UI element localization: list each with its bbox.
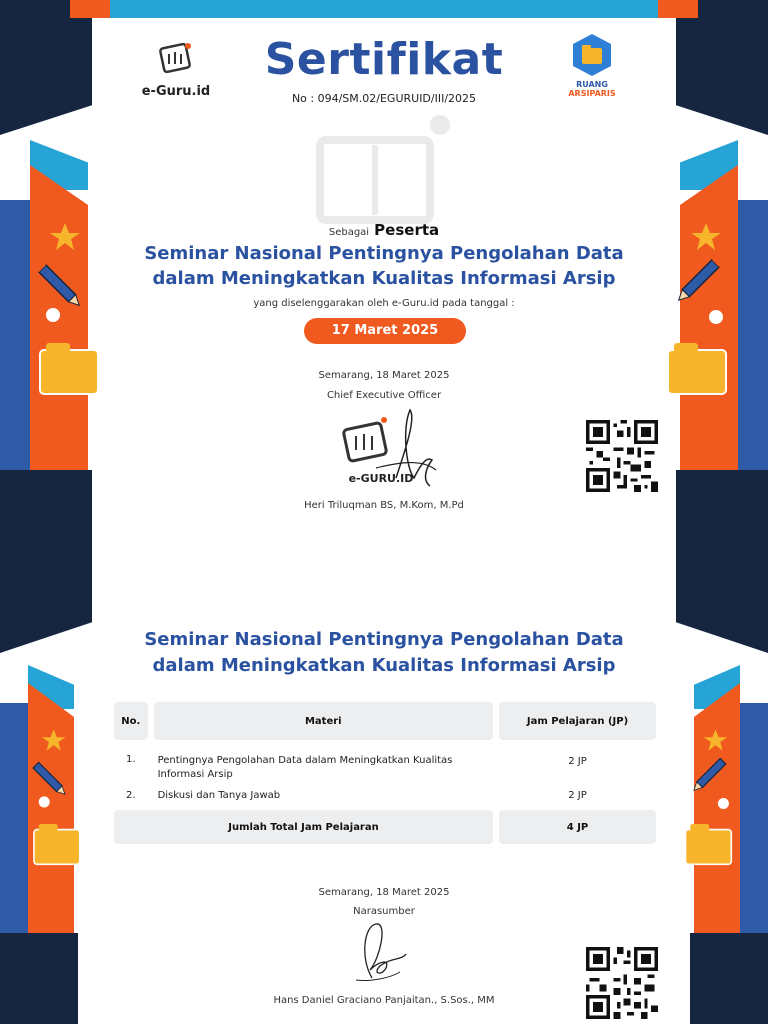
dot-icon	[718, 798, 729, 809]
table-total-row	[114, 810, 656, 844]
corner-top-left-accent	[70, 0, 110, 18]
right-band-navy-bottom	[690, 933, 768, 1024]
dot-icon	[46, 308, 60, 322]
header-no: No.	[114, 702, 148, 740]
signer-title: Chief Executive Officer	[326, 390, 442, 401]
dot-icon	[39, 796, 50, 807]
dot-icon	[709, 310, 723, 324]
table-row	[114, 782, 656, 810]
corner-top-right-accent	[658, 0, 698, 18]
signer-name: Hans Daniel Graciano Panjaitan., S.Sos., MM	[273, 995, 495, 1006]
row-materi: Pentingnya Pengolahan Data dalam Meningkatkan Kualitas Informasi Arsip	[157, 755, 453, 780]
ruang-text: RUANG	[576, 80, 608, 89]
signature-icon	[350, 918, 410, 988]
certificate-title: Sertifikat	[264, 34, 504, 85]
role-value: Peserta	[374, 221, 440, 239]
stamp-and-signature	[336, 408, 446, 498]
arsiparis-text: ARSIPARIS	[568, 89, 616, 98]
header-jp: Jam Pelajaran (JP)	[499, 702, 656, 740]
folder-icon	[686, 824, 732, 864]
pencil-icon	[691, 758, 726, 793]
seminar-title-line1: Seminar Nasional Pentingnya Pengolahan Data	[144, 243, 624, 264]
certificate-page-back	[0, 543, 768, 1024]
table-header-row	[114, 702, 656, 740]
seminar-title-line2: dalam Meningkatkan Kualitas Informasi Arsip	[152, 655, 616, 676]
header-materi: Materi	[154, 702, 493, 740]
eguru-brand-text: e-Guru.id	[141, 84, 211, 99]
table-row	[114, 740, 656, 782]
role-prefix: Sebagai	[328, 227, 370, 238]
stamp-text: e-GURU.ID	[348, 472, 414, 485]
star-icon	[704, 729, 728, 750]
left-decor-icons	[32, 723, 88, 873]
star-icon	[42, 729, 66, 750]
left-band-navy-bottom	[0, 933, 78, 1024]
top-strip	[70, 0, 698, 18]
qr-code-icon	[586, 947, 658, 1019]
materials-table	[108, 702, 662, 844]
pencil-icon	[33, 762, 68, 797]
qr-code	[586, 420, 658, 492]
row-jp: 2 JP	[568, 790, 587, 801]
total-value: 4 JP	[499, 810, 656, 844]
place-date: Semarang, 18 Maret 2025	[318, 887, 450, 898]
row-jp: 2 JP	[568, 756, 587, 767]
qr-code	[586, 947, 658, 1019]
total-label: Jumlah Total Jam Pelajaran	[114, 810, 493, 844]
watermark-book-icon	[310, 110, 460, 230]
row-no: 1.	[126, 754, 136, 765]
folder-icon	[34, 824, 80, 864]
row-materi: Diskusi dan Tanya Jawab	[157, 790, 281, 801]
organized-text: yang diselenggarakan oleh e-Guru.id pada tanggal :	[253, 298, 515, 309]
signer-name: Heri Triluqman BS, M.Kom, M.Pd	[304, 500, 464, 511]
qr-code-icon	[586, 420, 658, 492]
seminar-title-line1: Seminar Nasional Pentingnya Pengolahan Data	[144, 629, 624, 650]
row-no: 2.	[126, 790, 136, 801]
signer-title: Narasumber	[353, 906, 415, 917]
event-date-badge: 17 Maret 2025	[304, 318, 466, 344]
folder-icon	[668, 343, 726, 394]
right-decor-icons	[682, 723, 738, 873]
place-date: Semarang, 18 Maret 2025	[318, 370, 450, 381]
folder-icon	[40, 343, 98, 394]
seminar-title-line2: dalam Meningkatkan Kualitas Informasi Arsip	[152, 268, 616, 289]
role-line	[0, 220, 768, 239]
certificate-number: No : 094/SM.02/EGURUID/III/2025	[291, 92, 477, 105]
